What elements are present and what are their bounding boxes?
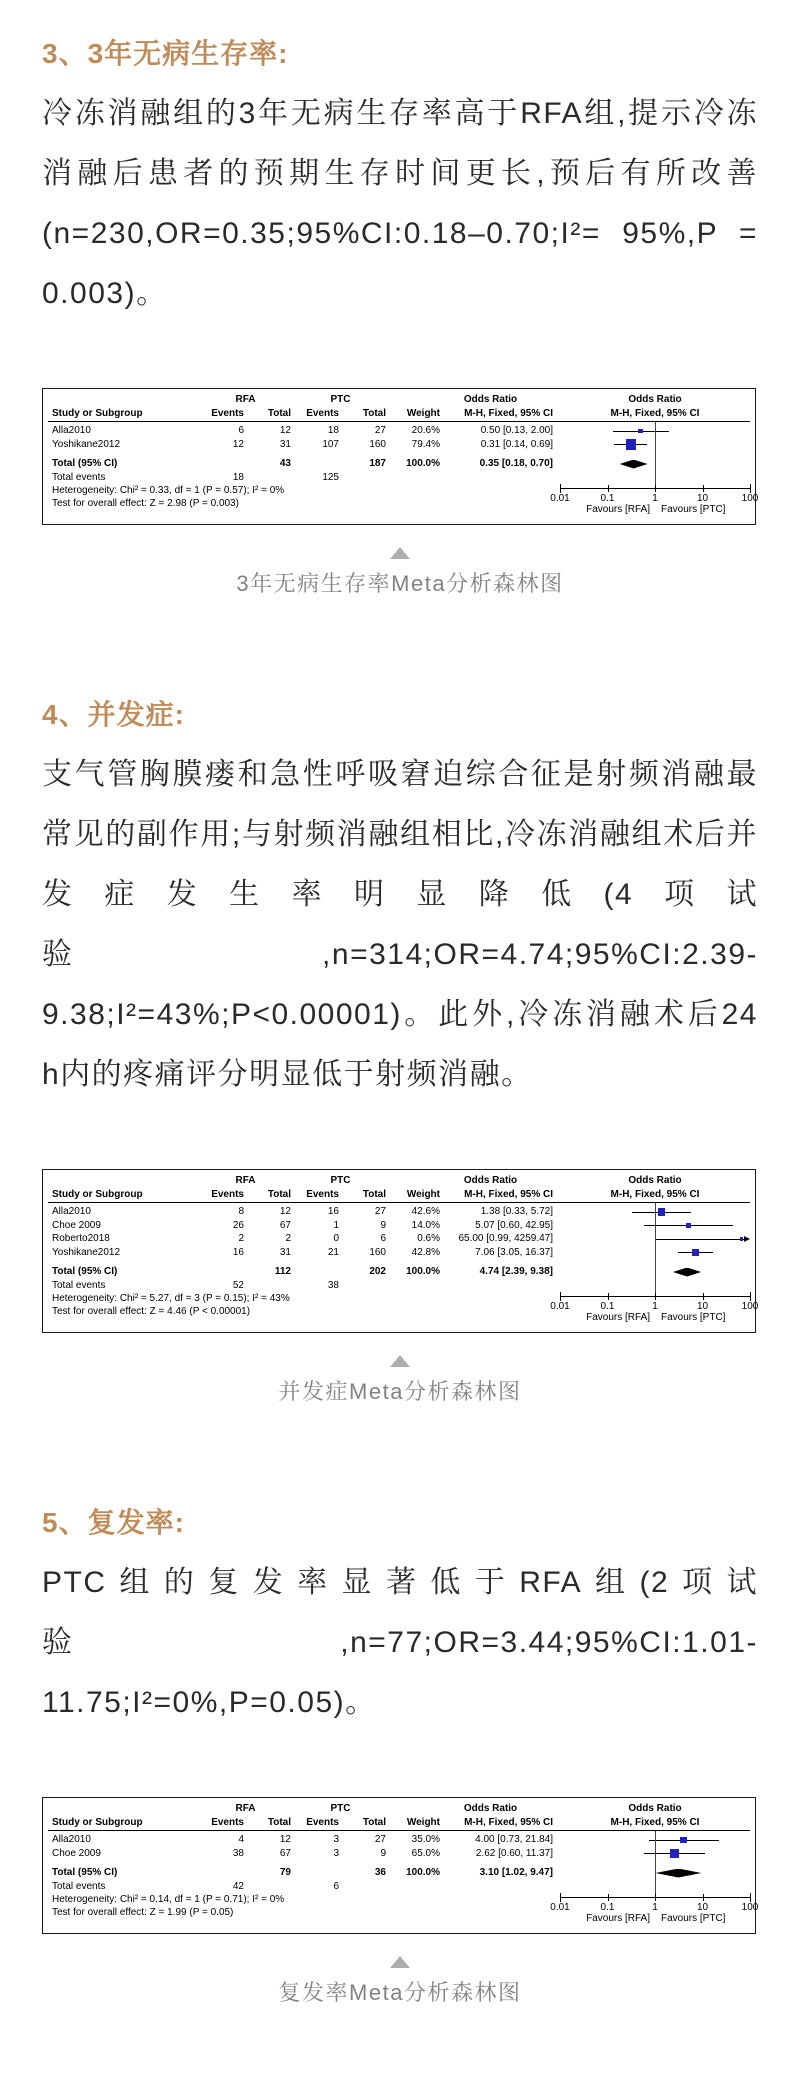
or-square-marker	[626, 439, 637, 450]
study-ptc-total: 27	[374, 1834, 386, 1845]
axis-tick-label: 100	[741, 1301, 759, 1312]
col-total-ptc: Total	[362, 1817, 386, 1828]
col-group-ptc: PTC	[330, 1175, 351, 1186]
total-label: Total (95% CI)	[52, 1867, 118, 1878]
total-weight: 100.0%	[406, 1867, 440, 1878]
section-heading: 4、并发症:	[42, 699, 185, 730]
col-odds-ratio-text: Odds Ratio	[463, 1175, 518, 1186]
axis-tick-label: 10	[696, 493, 709, 504]
total-ptc: 36	[374, 1867, 386, 1878]
study-name: Alla2010	[52, 1834, 91, 1845]
study-rfa-total: 2	[285, 1233, 291, 1244]
favours-right-label: Favours [PTC]	[661, 1913, 726, 1924]
col-events-ptc: Events	[306, 1817, 339, 1828]
section-recurrence	[42, 1503, 758, 2008]
col-total-ptc: Total	[362, 1189, 386, 1200]
study-rfa-events: 6	[238, 425, 244, 436]
or-square-marker	[680, 1837, 686, 1843]
study-ci-text: 0.31 [0.14, 0.69]	[480, 438, 553, 450]
col-group-rfa: RFA	[235, 394, 256, 405]
total-label: Total (95% CI)	[52, 1266, 118, 1277]
axis-tick-label: 100	[741, 493, 759, 504]
axis-tick	[608, 485, 609, 492]
study-ptc-events: 16	[327, 1206, 339, 1217]
study-ci-text: 5.07 [0.60, 42.95]	[475, 1219, 553, 1231]
study-ptc-total: 9	[380, 1219, 386, 1231]
study-rfa-total: 67	[279, 1219, 291, 1231]
col-total-rfa: Total	[267, 1817, 291, 1828]
axis-tick-label: 0.1	[600, 1301, 615, 1312]
study-rfa-total: 12	[279, 1206, 291, 1217]
col-weight: Weight	[406, 1189, 440, 1200]
figure-caption: 3年无病生存率Meta分析森林图	[236, 571, 564, 596]
forest-plot-figure[interactable]	[42, 1169, 759, 1333]
axis-tick-label: 0.1	[600, 1902, 615, 1913]
total-ci-text: 3.10 [1.02, 9.47]	[479, 1867, 553, 1878]
total-events-ptc: 125	[322, 472, 339, 483]
figure-caption: 复发率Meta分析森林图	[278, 1980, 522, 2005]
study-weight: 42.6%	[411, 1206, 440, 1217]
favours-left-label: Favours [RFA]	[586, 504, 650, 515]
favours-left-label: Favours [RFA]	[586, 1913, 650, 1924]
or-square-marker	[670, 1849, 679, 1858]
study-ci-text: 2.62 [0.60, 11.37]	[475, 1847, 553, 1859]
col-weight: Weight	[406, 408, 440, 419]
total-events-label: Total events	[52, 1881, 106, 1892]
study-rfa-total: 31	[279, 438, 291, 450]
col-group-ptc: PTC	[330, 394, 351, 405]
col-group-rfa: RFA	[235, 1803, 256, 1814]
study-ptc-events: 18	[327, 425, 339, 436]
total-events-rfa: 42	[232, 1881, 244, 1892]
axis-tick	[655, 1293, 656, 1300]
total-events-ptc: 6	[333, 1881, 339, 1892]
axis-tick	[703, 1293, 704, 1300]
study-ptc-events: 1	[333, 1219, 339, 1231]
study-rfa-total: 31	[279, 1246, 291, 1258]
col-events-ptc: Events	[306, 1189, 339, 1200]
col-group-ptc: PTC	[330, 1803, 351, 1814]
total-weight: 100.0%	[406, 458, 440, 469]
study-weight: 79.4%	[411, 438, 440, 450]
plot-center-line	[655, 1831, 656, 1897]
header-rule	[48, 1202, 750, 1203]
figure-caption-block	[42, 547, 758, 599]
section-paragraph: 冷冻消融组的3年无病生存率高于RFA组,提示冷冻消融后患者的预期生存时间更长,预后有所改善(n=230,OR=0.35;95%CI:0.18–0.70;I²= 95%,P = 0.003)。	[42, 97, 758, 310]
total-ptc: 202	[369, 1266, 386, 1277]
favours-right-label: Favours [PTC]	[661, 1312, 726, 1323]
study-name: Yoshikane2012	[52, 438, 121, 450]
col-odds-ratio-text: Odds Ratio	[463, 394, 518, 405]
total-diamond	[673, 1268, 701, 1277]
section-complications	[42, 695, 758, 1407]
study-weight: 42.8%	[411, 1246, 440, 1258]
study-rfa-events: 4	[238, 1834, 244, 1845]
study-rfa-total: 67	[279, 1847, 291, 1859]
heterogeneity-text: Heterogeneity: Chi² = 0.14, df = 1 (P = 0.71); I² = 0%	[52, 1894, 285, 1905]
study-rfa-events: 2	[238, 1233, 244, 1244]
study-ptc-total: 160	[369, 1246, 386, 1258]
col-mh-ci: M-H, Fixed, 95% CI	[464, 1189, 553, 1200]
triangle-up-icon	[390, 1355, 410, 1367]
axis-tick	[655, 1894, 656, 1901]
total-ci-text: 0.35 [0.18, 0.70]	[479, 458, 553, 469]
study-ptc-total: 27	[374, 1206, 386, 1217]
favours-right-label: Favours [PTC]	[661, 504, 726, 515]
axis-tick	[703, 485, 704, 492]
study-ptc-events: 0	[333, 1233, 339, 1244]
forest-plot-canvas	[48, 1173, 759, 1329]
study-weight: 14.0%	[411, 1219, 440, 1231]
overall-effect-text: Test for overall effect: Z = 1.99 (P = 0.05)	[52, 1907, 234, 1918]
total-events-rfa: 52	[232, 1280, 244, 1291]
overall-effect-text: Test for overall effect: Z = 2.98 (P = 0.003)	[52, 498, 239, 509]
study-ptc-events: 3	[333, 1847, 339, 1859]
study-ptc-total: 9	[380, 1847, 386, 1859]
study-ci-text: 1.38 [0.33, 5.72]	[480, 1206, 553, 1217]
study-rfa-events: 12	[232, 438, 244, 450]
study-name: Choe 2009	[52, 1219, 101, 1231]
axis-tick-label: 100	[741, 1902, 759, 1913]
triangle-up-icon	[390, 547, 410, 559]
total-weight: 100.0%	[406, 1266, 440, 1277]
figure-caption-block	[42, 1956, 758, 2008]
study-weight: 20.6%	[411, 425, 440, 436]
study-rfa-events: 16	[232, 1246, 244, 1258]
or-square-marker	[686, 1223, 690, 1227]
total-events-ptc: 38	[327, 1280, 339, 1291]
plot-center-line	[655, 1203, 656, 1296]
study-rfa-events: 8	[238, 1206, 244, 1217]
axis-tick-label: 1	[652, 493, 658, 504]
axis-tick	[655, 485, 656, 492]
col-mh-ci: M-H, Fixed, 95% CI	[464, 1817, 553, 1828]
axis-tick	[608, 1293, 609, 1300]
or-square-marker	[740, 1237, 743, 1240]
favours-left-label: Favours [RFA]	[586, 1312, 650, 1323]
ci-line	[655, 1239, 745, 1240]
study-rfa-events: 38	[232, 1847, 244, 1859]
study-ci-text: 0.50 [0.13, 2.00]	[480, 425, 553, 436]
study-weight: 35.0%	[411, 1834, 440, 1845]
triangle-up-icon	[390, 1956, 410, 1968]
col-mh-ci-graph: M-H, Fixed, 95% CI	[610, 1189, 700, 1200]
forest-plot-figure[interactable]	[42, 1797, 759, 1934]
col-mh-ci: M-H, Fixed, 95% CI	[464, 408, 553, 419]
section-paragraph: 支气管胸膜瘘和急性呼吸窘迫综合征是射频消融最常见的副作用;与射频消融组相比,冷冻消融组术后并发症发生率明显降低(4项试验,n=314;OR=4.74;95%CI:2.39-9.38;I²=43%;P<0.00001)。此外,冷冻消融术后24 h内的疼痛评分明显低于射频消融。	[42, 758, 758, 1091]
study-ci-text: 7.06 [3.05, 16.37]	[475, 1246, 553, 1258]
study-name: Alla2010	[52, 425, 91, 436]
overall-effect-text: Test for overall effect: Z = 4.46 (P < 0.00001)	[52, 1306, 251, 1317]
col-total-rfa: Total	[267, 408, 291, 419]
header-rule	[48, 421, 750, 422]
col-mh-ci-graph: M-H, Fixed, 95% CI	[610, 408, 700, 419]
col-events-rfa: Events	[211, 408, 244, 419]
total-rfa: 112	[274, 1266, 291, 1277]
figure-caption-block	[42, 1355, 758, 1407]
section-3yr-dfs	[42, 34, 758, 599]
col-total-ptc: Total	[362, 408, 386, 419]
total-diamond	[655, 1869, 701, 1878]
axis-tick-label: 0.01	[550, 1902, 570, 1913]
col-total-rfa: Total	[267, 1189, 291, 1200]
header-rule	[48, 1830, 750, 1831]
study-name: Roberto2018	[52, 1233, 110, 1244]
heterogeneity-text: Heterogeneity: Chi² = 5.27, df = 3 (P = 0.15); I² = 43%	[52, 1293, 290, 1304]
axis-tick-label: 0.01	[550, 1301, 570, 1312]
col-study: Study or Subgroup	[52, 408, 143, 419]
total-ci-text: 4.74 [2.39, 9.38]	[479, 1266, 553, 1277]
study-ptc-total: 27	[374, 425, 386, 436]
or-square-marker	[658, 1208, 665, 1215]
col-events-rfa: Events	[211, 1189, 244, 1200]
study-name: Alla2010	[52, 1206, 91, 1217]
col-odds-ratio-graph: Odds Ratio	[628, 1175, 682, 1186]
total-label: Total (95% CI)	[52, 458, 118, 469]
col-events-rfa: Events	[211, 1817, 244, 1828]
study-ptc-events: 3	[333, 1834, 339, 1845]
study-ptc-events: 21	[327, 1246, 339, 1258]
or-square-marker	[638, 429, 643, 434]
study-weight: 65.0%	[411, 1847, 440, 1859]
figure-caption: 并发症Meta分析森林图	[278, 1379, 522, 1404]
study-ptc-events: 107	[322, 438, 339, 450]
col-odds-ratio-graph: Odds Ratio	[628, 1803, 682, 1814]
study-weight: 0.6%	[417, 1233, 440, 1244]
axis-tick	[703, 1894, 704, 1901]
col-group-rfa: RFA	[235, 1175, 256, 1186]
col-study: Study or Subgroup	[52, 1189, 143, 1200]
col-odds-ratio-graph: Odds Ratio	[628, 394, 682, 405]
col-events-ptc: Events	[306, 408, 339, 419]
or-square-marker	[692, 1249, 699, 1256]
study-ptc-total: 6	[380, 1233, 386, 1244]
forest-plot-canvas	[48, 392, 759, 521]
col-mh-ci-graph: M-H, Fixed, 95% CI	[610, 1817, 700, 1828]
forest-plot-canvas	[48, 1801, 759, 1930]
col-odds-ratio-text: Odds Ratio	[463, 1803, 518, 1814]
study-name: Yoshikane2012	[52, 1246, 121, 1258]
total-events-label: Total events	[52, 472, 106, 483]
study-ptc-total: 160	[369, 438, 386, 450]
study-ci-text: 4.00 [0.73, 21.84]	[475, 1834, 553, 1845]
heterogeneity-text: Heterogeneity: Chi² = 0.33, df = 1 (P = 0.57); I² = 0%	[52, 485, 285, 496]
axis-tick-label: 1	[652, 1301, 658, 1312]
study-name: Choe 2009	[52, 1847, 101, 1859]
axis-tick-label: 10	[696, 1301, 709, 1312]
study-rfa-total: 12	[279, 1834, 291, 1845]
total-diamond	[620, 460, 648, 469]
total-events-rfa: 18	[232, 472, 244, 483]
plot-center-line	[655, 422, 656, 488]
axis-tick-label: 1	[652, 1902, 658, 1913]
study-rfa-events: 26	[232, 1219, 244, 1231]
total-rfa: 43	[279, 458, 291, 469]
axis-tick-label: 0.01	[550, 493, 570, 504]
study-rfa-total: 12	[279, 425, 291, 436]
total-events-label: Total events	[52, 1280, 106, 1291]
col-study: Study or Subgroup	[52, 1817, 143, 1828]
section-paragraph: PTC组的复发率显著低于RFA组(2项试验,n=77;OR=3.44;95%CI:1.01-11.75;I²=0%,P=0.05)。	[42, 1566, 758, 1719]
axis-tick	[608, 1894, 609, 1901]
study-ci-text: 65.00 [0.99, 4259.47]	[458, 1233, 553, 1244]
ci-arrow-right	[744, 1236, 750, 1242]
col-weight: Weight	[406, 1817, 440, 1828]
forest-plot-figure[interactable]	[42, 388, 759, 525]
axis-tick-label: 10	[696, 1902, 709, 1913]
total-rfa: 79	[279, 1867, 291, 1878]
axis-tick-label: 0.1	[600, 493, 615, 504]
total-ptc: 187	[369, 458, 386, 469]
section-heading: 3、3年无病生存率:	[42, 38, 289, 69]
section-heading: 5、复发率:	[42, 1507, 185, 1538]
